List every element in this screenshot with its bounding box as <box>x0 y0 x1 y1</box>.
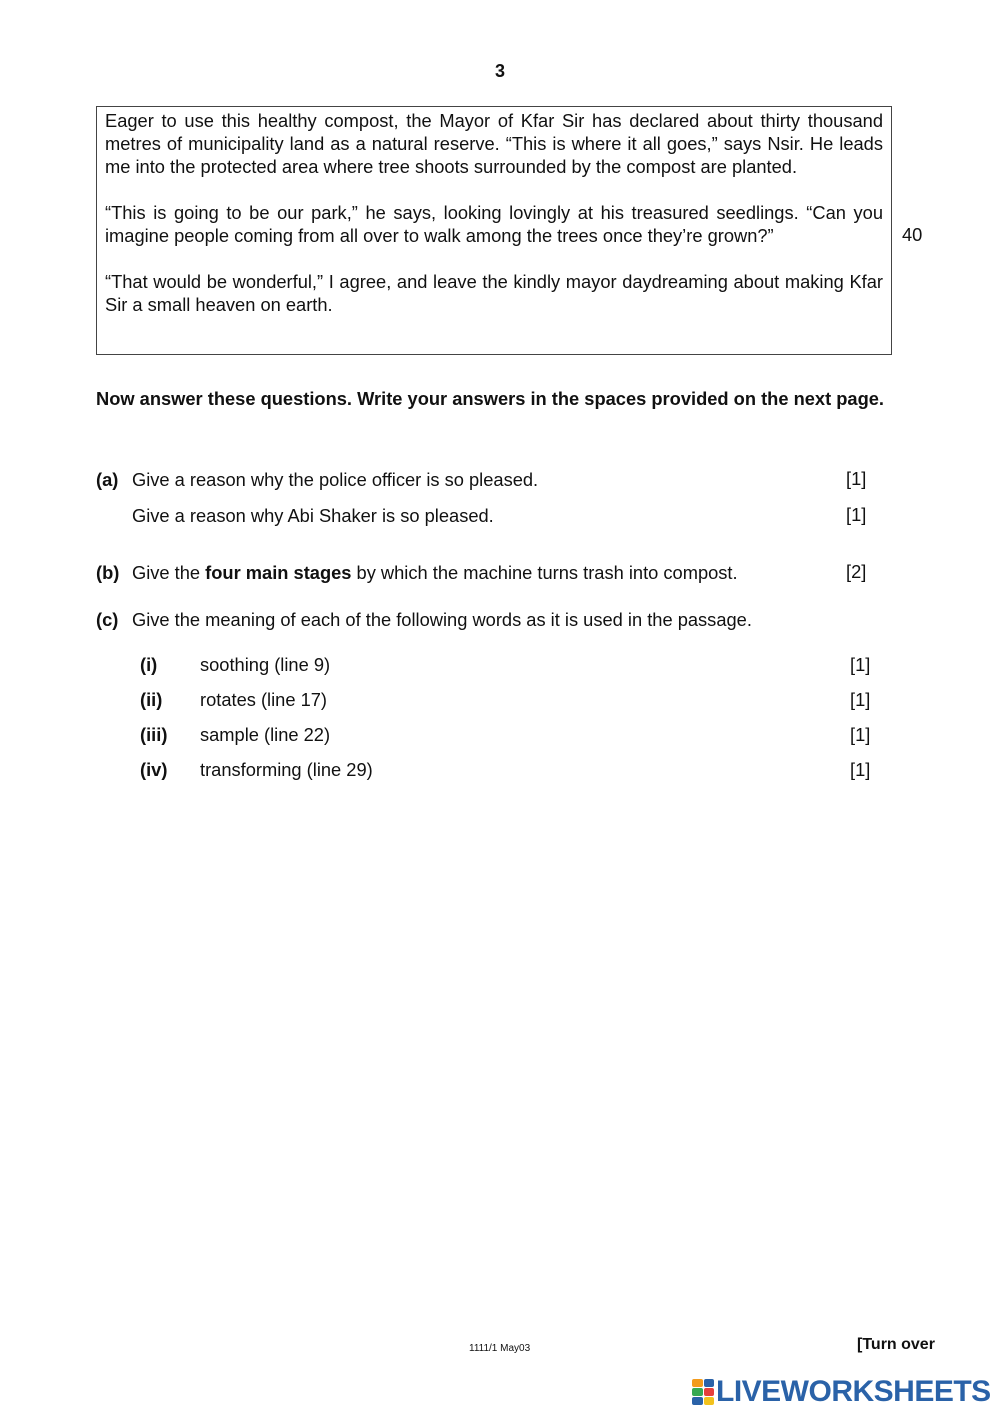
question-text-emphasis: four main stages <box>205 562 352 583</box>
sub-question-text: transforming (line 29) <box>200 759 373 780</box>
question-text: Give a reason why Abi Shaker is so pleased. <box>132 505 494 526</box>
footer-code: 1111/1 May03 <box>469 1343 531 1354</box>
sub-question-label: (ii) <box>140 689 163 710</box>
line-number: 40 <box>902 224 923 245</box>
page-number: 3 <box>494 61 505 81</box>
passage-box <box>96 106 892 355</box>
mark: [1] <box>850 689 871 710</box>
question-text-part: by which the machine turns trash into compost. <box>351 562 738 583</box>
sub-question-label: (i) <box>140 654 158 675</box>
liveworksheets-logo-icon <box>692 1379 714 1405</box>
question-label: (c) <box>96 609 119 630</box>
passage-paragraph: “This is going to be our park,” he says, looking lovingly at his treasured seedlings. “Can you imagine people coming from all over to walk among the trees once they’re grown?” <box>105 202 883 246</box>
instructions: Now answer these questions. Write your answers in the spaces provided on the next page. <box>96 388 884 409</box>
question-text <box>132 561 738 584</box>
sub-question-label: (iii) <box>140 724 168 745</box>
mark: [1] <box>846 504 867 525</box>
question-text-part: Give the <box>132 562 206 583</box>
sub-question-text: soothing (line 9) <box>200 654 331 675</box>
question-text: Give the meaning of each of the following words as it is used in the passage. <box>132 609 752 630</box>
sub-question-text: rotates (line 17) <box>200 689 328 710</box>
sub-question-text: sample (line 22) <box>200 724 331 745</box>
question-text: Give a reason why the police officer is so pleased. <box>132 469 539 490</box>
mark: [2] <box>846 561 867 582</box>
brand-name: LIVEWORKSHEETS <box>716 1375 991 1408</box>
mark: [1] <box>850 654 871 675</box>
mark: [1] <box>850 759 871 780</box>
mark: [1] <box>850 724 871 745</box>
liveworksheets-brand[interactable] <box>692 1376 991 1408</box>
question-label: (a) <box>96 469 119 490</box>
turn-over: [Turn over <box>857 1336 935 1353</box>
mark: [1] <box>846 468 867 489</box>
passage-paragraph: “That would be wonderful,” I agree, and leave the kindly mayor daydreaming about making Kfar Sir a small heaven on earth. <box>105 271 883 315</box>
sub-question-label: (iv) <box>140 759 168 780</box>
passage-paragraph: Eager to use this healthy compost, the Mayor of Kfar Sir has declared about thirty thousand metres of municipality land as a natural reserve. “This is where it all goes,” says Nsir. He leads me into the protected area where tree shoots surrounded by the compost are planted. <box>105 110 883 177</box>
question-label: (b) <box>96 562 120 583</box>
